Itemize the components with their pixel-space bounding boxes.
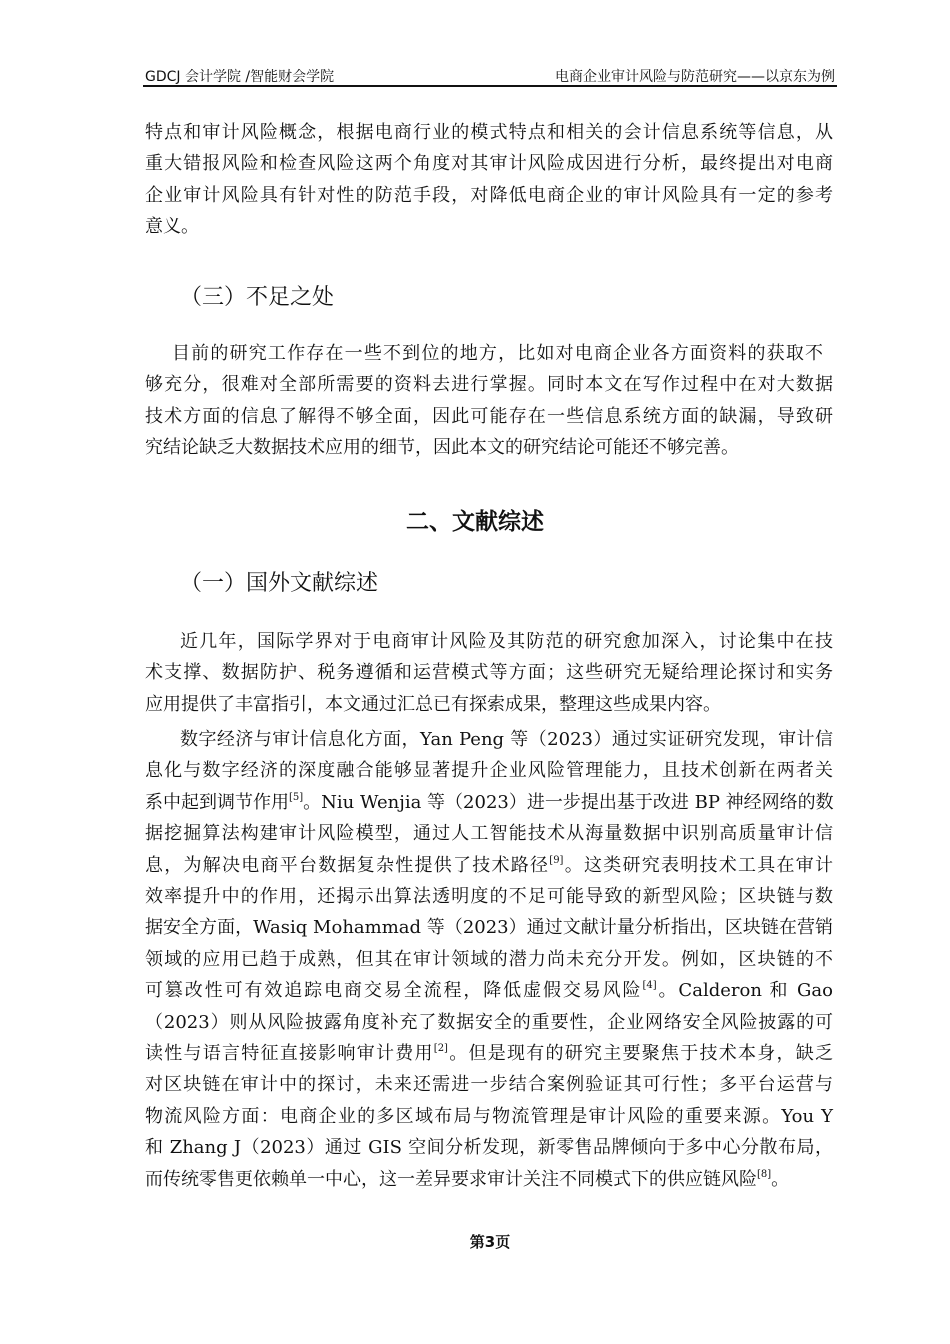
citation-marker: [8]	[757, 1168, 772, 1180]
text-segment: 技术方面的信息了解得不够全面，因此可能存在一些信息系统方面的缺漏，导致研	[145, 405, 833, 427]
header-left: GDCJ 会计学院 /智能财会学院	[145, 69, 335, 85]
text-line	[145, 185, 833, 207]
text-line	[145, 917, 833, 939]
text-segment: 领域的应用已趋于成熟，但其在审计领域的潜力尚未充分开发。例如，区块链的不	[145, 948, 833, 970]
text-line	[145, 1043, 833, 1065]
chapter-heading-literature-review: 二、文献综述	[406, 509, 544, 535]
heading-foreign-literature: （一）国外文献综述	[180, 571, 379, 596]
text-segment: 效率提升中的作用，还揭示出算法透明度的不足可能导致的新型风险；区块链与数	[145, 886, 833, 907]
text-line	[145, 1106, 833, 1128]
text-line	[180, 729, 833, 751]
text-segment: 息，为解决电商平台数据复杂性提供了技术路径	[145, 854, 550, 876]
text-segment: 目前的研究工作存在一些不到位的地方，比如对电商企业各方面资料的获取不	[172, 343, 823, 364]
header-right: 电商企业审计风险与防范研究——以京东为例	[555, 69, 835, 85]
text-segment: 读性与语言特征直接影响审计费用	[145, 1043, 434, 1064]
text-line	[145, 1074, 833, 1096]
text-line	[145, 122, 833, 144]
text-segment: 而传统零售更依赖单一中心，这一差异要求审计关注不同模式下的供应链风险	[145, 1168, 757, 1190]
text-line	[145, 406, 833, 428]
text-line	[145, 1169, 833, 1191]
text-line	[145, 1137, 833, 1159]
text-segment: 据挖掘算法构建审计风险模型，通过人工智能技术从海量数据中识别高质量审计信	[145, 823, 833, 845]
text-line	[145, 980, 833, 1002]
text-line	[145, 216, 833, 238]
text-line	[145, 760, 833, 782]
citation-marker: [5]	[289, 791, 304, 803]
header-rule	[143, 85, 837, 87]
text-segment: （2023）则从风险披露角度补充了数据安全的重要性，企业网络安全风险披露的可	[145, 1011, 833, 1033]
text-segment: 。但是现有的研究主要聚焦于技术本身，缺乏	[447, 1043, 834, 1064]
text-line	[145, 886, 833, 908]
text-segment: 系中起到调节作用	[145, 791, 289, 813]
text-segment: 据安全方面，Wasiq Mohammad 等（2023）通过文献计量分析指出，区块链在营销	[145, 917, 833, 939]
text-segment: 。这类研究表明技术工具在审计	[563, 854, 833, 876]
text-line	[180, 631, 833, 653]
text-line	[145, 153, 833, 175]
text-line	[172, 343, 823, 365]
text-segment: 数字经济与审计信息化方面，Yan Peng 等（2023）通过实证研究发现，审计信	[180, 729, 833, 750]
page-number: 第3页	[469, 1233, 511, 1251]
text-line	[145, 1012, 833, 1034]
text-segment: 。	[771, 1168, 790, 1190]
text-line	[145, 374, 833, 396]
citation-marker: [2]	[433, 1043, 448, 1054]
text-segment: 应用提供了丰富指引，本文通过汇总已有探索成果，整理这些成果内容。	[145, 693, 721, 715]
text-line	[145, 792, 833, 814]
text-segment: 。Calderon 和 Gao	[656, 980, 833, 1002]
text-segment: 近几年，国际学界对于电商审计风险及其防范的研究愈加深入，讨论集中在技	[180, 631, 833, 652]
text-line	[145, 823, 833, 845]
text-line	[145, 694, 833, 716]
text-line	[145, 662, 833, 684]
text-line	[145, 437, 833, 459]
text-segment: 对区块链在审计中的探讨，未来还需进一步结合案例验证其可行性；多平台运营与	[145, 1074, 833, 1096]
text-segment: 和 Zhang J（2023）通过 GIS 空间分析发现，新零售品牌倾向于多中心分散布局，	[145, 1137, 833, 1159]
text-segment: 够充分，很难对全部所需要的资料去进行掌握。同时本文在写作过程中在对大数据	[145, 374, 833, 396]
text-segment: 息化与数字经济的深度融合能够显著提升企业风险管理能力，且技术创新在两者关	[145, 760, 833, 782]
text-segment: 术支撑、数据防护、税务遵循和运营模式等方面；这些研究无疑给理论探讨和实务	[145, 662, 833, 684]
text-segment: 可篡改性可有效追踪电商交易全流程，降低虚假交易风险	[145, 980, 643, 1002]
text-segment: 意义。	[145, 216, 199, 238]
text-line	[145, 855, 833, 877]
text-line	[145, 949, 833, 971]
text-segment: 究结论缺乏大数据技术应用的细节，因此本文的研究结论可能还不够完善。	[145, 437, 739, 459]
text-segment: 物流风险方面：电商企业的多区域布局与物流管理是审计风险的重要来源。You Y	[145, 1105, 833, 1127]
text-segment: 特点和审计风险概念，根据电商行业的模式特点和相关的会计信息系统等信息，从	[145, 122, 833, 143]
citation-marker: [9]	[549, 854, 564, 866]
citation-marker: [4]	[642, 980, 657, 992]
text-segment: 重大错报风险和检查风险这两个角度对其审计风险成因进行分析，最终提出对电商	[145, 153, 833, 175]
heading-shortcomings: （三）不足之处	[180, 285, 335, 310]
text-segment: 。Niu Wenjia 等（2023）进一步提出基于改进 BP 神经网络的数	[303, 791, 834, 813]
text-segment: 企业审计风险具有针对性的防范手段，对降低电商企业的审计风险具有一定的参考	[145, 184, 833, 206]
